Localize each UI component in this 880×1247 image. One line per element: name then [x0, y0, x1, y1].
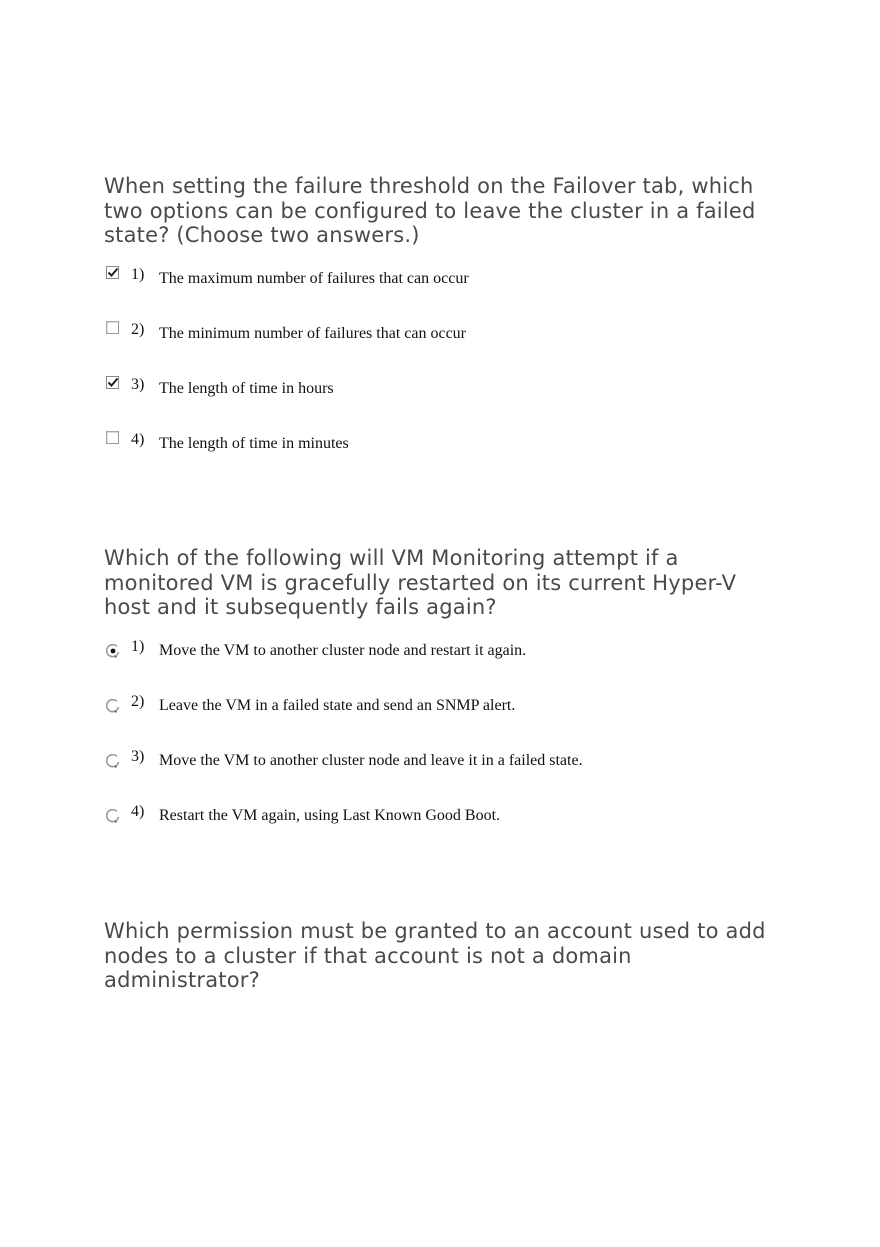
option-3[interactable] — [104, 748, 784, 803]
option-number: 3) — [131, 375, 145, 393]
question-2-options — [104, 638, 784, 858]
option-label: The length of time in minutes — [159, 434, 349, 452]
option-1[interactable] — [104, 638, 784, 693]
checkbox-checked-icon[interactable] — [106, 266, 120, 280]
checkbox-unchecked-icon[interactable] — [106, 431, 120, 445]
radio-unselected-icon[interactable] — [106, 699, 120, 713]
option-label: Move the VM to another cluster node and leave it in a failed state. — [159, 751, 583, 769]
option-2[interactable] — [104, 321, 784, 376]
option-number: 1) — [131, 265, 145, 283]
question-2 — [104, 546, 784, 858]
option-label: The minimum number of failures that can occur — [159, 324, 467, 342]
option-label: Move the VM to another cluster node and restart it again. — [159, 641, 527, 659]
option-number: 2) — [131, 692, 145, 710]
radio-unselected-icon[interactable] — [106, 809, 120, 823]
option-label: The length of time in hours — [159, 379, 334, 397]
checkbox-checked-icon[interactable] — [106, 376, 120, 390]
checkbox-unchecked-icon[interactable] — [106, 321, 120, 335]
radio-selected-icon[interactable] — [106, 644, 120, 658]
option-number: 1) — [131, 637, 145, 655]
option-4[interactable] — [104, 431, 784, 486]
question-1-text: When setting the failure threshold on the Failover tab, which two options can be configured to leave the cluster in a failed state? (Choose two answers.) — [104, 174, 756, 247]
question-3-text: Which permission must be granted to an account used to add nodes to a cluster if that account is not a domain administrator? — [104, 919, 766, 992]
option-number: 2) — [131, 320, 145, 338]
option-number: 4) — [131, 802, 145, 820]
option-3[interactable] — [104, 376, 784, 431]
option-1[interactable] — [104, 266, 784, 321]
question-2-text: Which of the following will VM Monitoring attempt if a monitored VM is gracefully restarted on its current Hyper-V host and it subsequently fails again? — [104, 546, 737, 619]
radio-unselected-icon[interactable] — [106, 754, 120, 768]
option-4[interactable] — [104, 803, 784, 858]
option-number: 3) — [131, 747, 145, 765]
question-3 — [104, 919, 784, 993]
option-label: Restart the VM again, using Last Known Good Boot. — [159, 806, 501, 824]
option-number: 4) — [131, 430, 145, 448]
option-label: The maximum number of failures that can occur — [159, 269, 469, 287]
option-label: Leave the VM in a failed state and send an SNMP alert. — [159, 696, 516, 714]
question-1-options — [104, 266, 784, 486]
question-1 — [104, 174, 784, 486]
option-2[interactable] — [104, 693, 784, 748]
